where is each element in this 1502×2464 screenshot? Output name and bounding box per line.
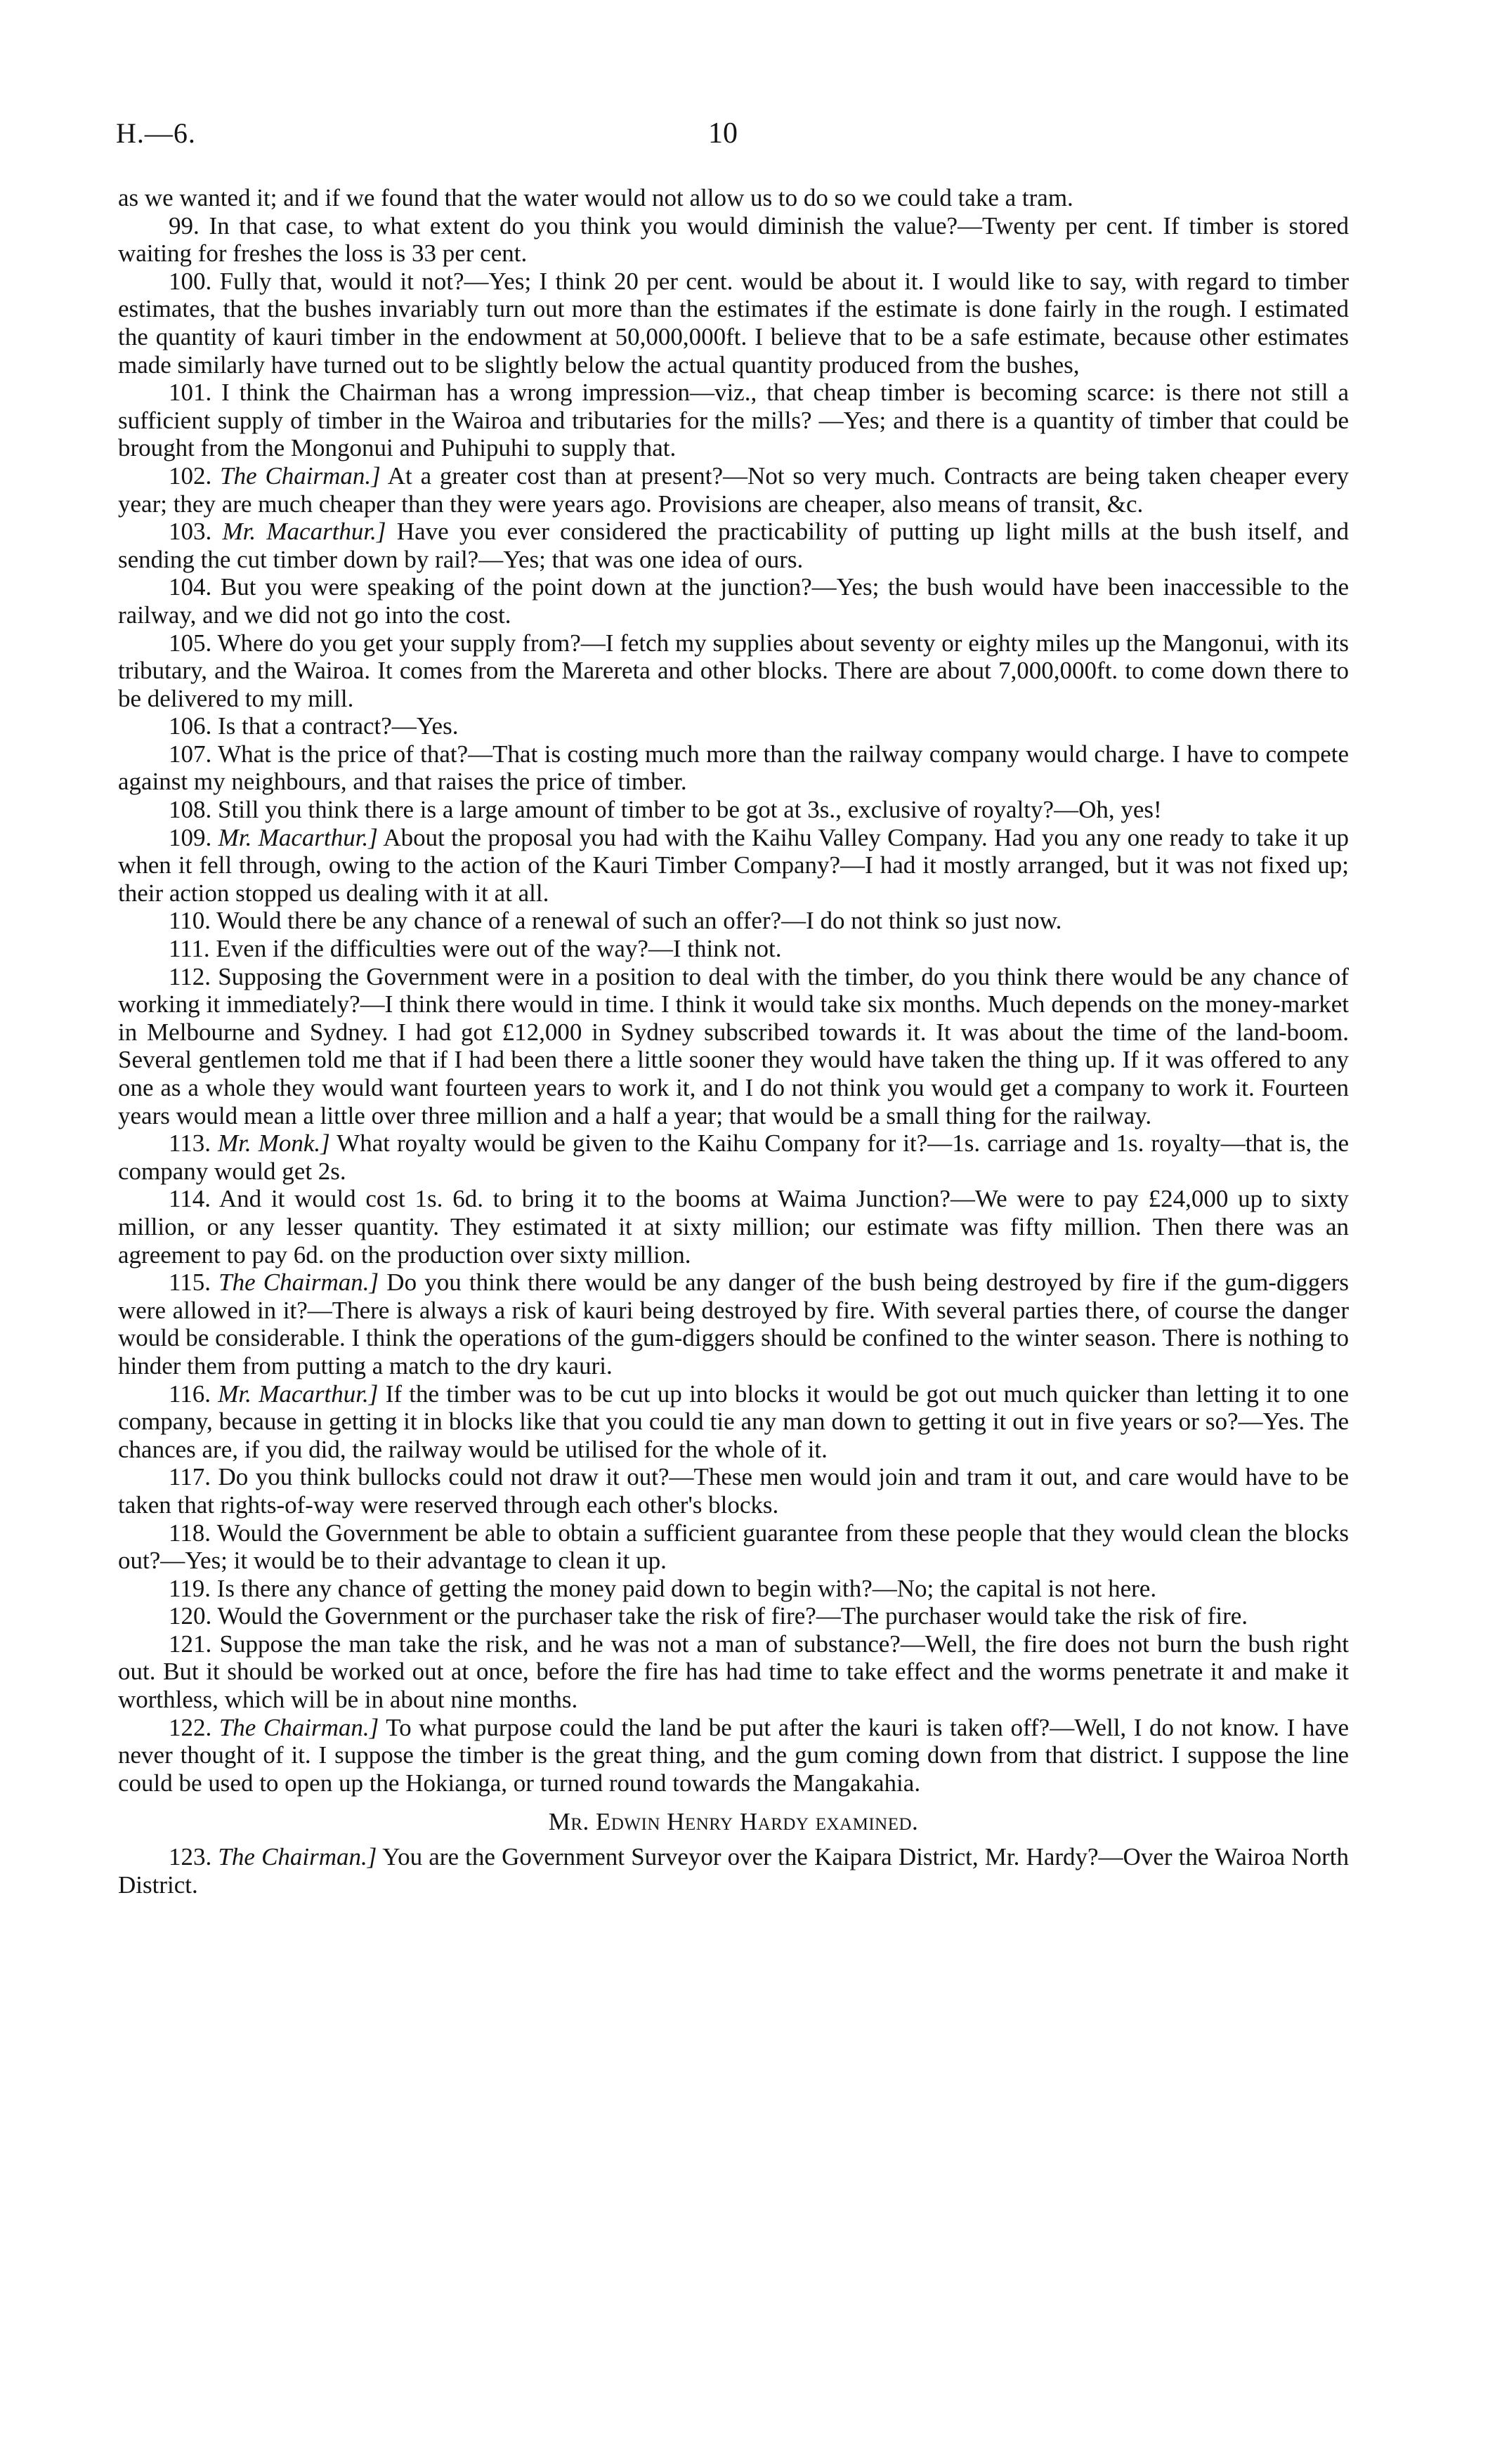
running-head: [116, 117, 1349, 159]
question-number: 109.: [169, 823, 218, 851]
paragraph-text: Is there any chance of getting the money paid down to begin with?—No; the capital is not here.: [216, 1574, 1157, 1602]
paragraph-text: In that case, to what extent do you think you would diminish the value?—Twenty per cent. If timber is stored waiting for freshes the loss is 33 per cent.: [118, 211, 1349, 268]
body-text: [118, 184, 1349, 1899]
question-number: 106.: [169, 712, 218, 740]
speaker-name: Mr. Macarthur.]: [218, 1380, 379, 1408]
question-100: [118, 268, 1349, 379]
question-123: [118, 1843, 1349, 1899]
question-number: 116.: [169, 1380, 218, 1408]
paragraph-text: Would the Government or the purchaser take the risk of fire?—The purchaser would take the risk of fire.: [217, 1602, 1248, 1630]
question-number: 104.: [169, 573, 221, 601]
question-105: [118, 629, 1349, 713]
paragraph-text: Supposing the Government were in a position to deal with the timber, do you think there would be any chance of working it immediately?—I think there would in time. I think it would take six months. Much depends on the money-market in Melbourne and Sydney. I had got £12,000 in Sydney subscribed towards it. It was about the time of the land-boom. Several gentlemen told me that if I had been there a little sooner they would have taken the thing up. If it was offered to any one as a whole they would want fourteen years to work it, and I do not think you would get a company to work it. Fourteen years would mean a little over three million and a half a year; that would be a small thing for the railway.: [118, 962, 1350, 1129]
question-number: 122.: [169, 1713, 219, 1741]
question-number: 100.: [169, 267, 220, 295]
question-number: 113.: [169, 1129, 218, 1158]
paragraph-text: But you were speaking of the point down at the junction?—Yes; the bush would have been inaccessible to the railway, and we did not go into the cost.: [118, 573, 1349, 629]
paragraph-text: Is that a contract?—Yes.: [218, 712, 459, 740]
paragraph-text: About the proposal you had with the Kaihu Valley Company. Had you any one ready to take it up when it fell through, owing to the action of the Kauri Timber Company?—I had it mostly arranged, but it was not fixed up; their action stopped us dealing with it at all.: [118, 823, 1349, 907]
question-number: 115.: [169, 1269, 219, 1297]
question-number: 99.: [169, 211, 209, 240]
question-114: [118, 1185, 1349, 1269]
paragraph-continued: [118, 184, 1349, 212]
question-number: 117.: [169, 1463, 218, 1491]
paragraph-text: Still you think there is a large amount of timber to be got at 3s., exclusive of royalty?—Oh, yes!: [218, 796, 1162, 824]
paragraph-text: You are the Government Surveyor over the Kaipara District, Mr. Hardy?—Over the Wairoa North District.: [118, 1843, 1349, 1899]
paragraph-text: Suppose the man take the risk, and he was not a man of substance?—Well, the fire does not burn the bush right out. But it should be worked out at once, before the fire has had time to take effect and the worms penetrate it and make it worthless, which will be in about nine months.: [118, 1630, 1350, 1714]
paragraph-text: as we wanted it; and if we found that the water would not allow us to do so we could take a tram.: [118, 184, 1073, 211]
question-119: [118, 1575, 1349, 1603]
paragraph-text: Where do you get your supply from?—I fetch my supplies about seventy or eighty miles up the Mangonui, with its tributary, and the Wairoa. It comes from the Marereta and other blocks. There are about 7,000,000ft. to come down there to be delivered to my mill.: [118, 629, 1349, 712]
paragraph-text: To what purpose could the land be put after the kauri is taken off?—Well, I do not know. I have never thought of it. I suppose the timber is the great thing, and the gum coming down from that district. I suppose the line could be used to open up the Hokianga, or turned round towards the Mangakahia.: [118, 1713, 1350, 1797]
question-117: [118, 1463, 1349, 1519]
question-number: 111.: [169, 935, 216, 963]
speaker-name: Mr. Monk.]: [218, 1129, 330, 1158]
speaker-name: Mr. Macarthur.]: [222, 518, 386, 546]
paragraph-text: Even if the difficulties were out of the way?—I think not.: [216, 935, 782, 963]
question-number: 118.: [169, 1519, 217, 1547]
question-number: 112.: [169, 962, 218, 990]
question-109: [118, 824, 1349, 907]
speaker-name: The Chairman.]: [220, 461, 381, 490]
question-112: [118, 963, 1349, 1130]
question-99: [118, 212, 1349, 268]
question-number: 108.: [169, 796, 218, 824]
question-number: 120.: [169, 1602, 218, 1630]
speaker-name: Mr. Macarthur.]: [218, 823, 378, 851]
page-number: 10: [708, 117, 738, 150]
question-number: 114.: [169, 1185, 219, 1213]
question-101: [118, 379, 1349, 462]
question-number: 119.: [169, 1574, 217, 1602]
speaker-name: The Chairman.]: [218, 1269, 379, 1297]
question-120: [118, 1602, 1349, 1630]
speaker-name: The Chairman.]: [218, 1713, 379, 1741]
question-110: [118, 907, 1349, 935]
paragraph-text: Do you think bullocks could not draw it out?—These men would join and tram it out, and care would have to be taken that rights-of-way were reserved through each other's blocks.: [118, 1463, 1350, 1519]
question-103: [118, 518, 1349, 573]
paragraph-text: I think the Chairman has a wrong impression—viz., that cheap timber is becoming scarce: is there not still a sufficient supply of timber in the Wairoa and tributaries for the mills? —Yes; and there is a quantity of timber that could be brought from the Mongonui and Puhipuhi to supply that.: [118, 379, 1349, 462]
question-104: [118, 573, 1349, 629]
question-107: [118, 740, 1349, 796]
question-122: [118, 1714, 1349, 1797]
question-111: [118, 935, 1349, 963]
paragraph-text: Fully that, would it not?—Yes; I think 20 per cent. would be about it. I would like to say, with regard to timber estimates, that the bushes invariably turn out more than the estimates if the estimate is done fairly in the rough. I estimated the quantity of kauri timber in the endowment at 50,000,000ft. I believe that to be a safe estimate, because other estimates made similarly have turned out to be slightly below the actual quantity produced from the bushes,: [118, 267, 1349, 379]
question-number: 121.: [169, 1630, 220, 1658]
question-number: 102.: [169, 461, 221, 490]
question-108: [118, 796, 1349, 824]
paragraph-text: Would the Government be able to obtain a sufficient guarantee from these people that they would clean the blocks out?—Yes; it would be to their advantage to clean it up.: [118, 1519, 1349, 1575]
paragraph-text: At a greater cost than at present?—Not so very much. Contracts are being taken cheaper every year; they are much cheaper than they were years ago. Provisions are cheaper, also means of transit, &c.: [118, 461, 1350, 518]
question-115: [118, 1269, 1349, 1380]
question-number: 103.: [169, 518, 223, 546]
paragraph-text: And it would cost 1s. 6d. to bring it to the booms at Waima Junction?—We were to pay £24,000 up to sixty million, or any lesser quantity. They estimated it at sixty million; our estimate was fifty million. Then there was an agreement to pay 6d. on the production over sixty million.: [118, 1185, 1349, 1269]
document-code: H.—6.: [116, 117, 196, 149]
question-116: [118, 1380, 1349, 1464]
paragraph-text: Would there be any chance of a renewal of such an offer?—I do not think so just now.: [216, 907, 1062, 935]
question-102: [118, 462, 1349, 518]
question-number: 110.: [169, 907, 217, 935]
question-121: [118, 1630, 1349, 1714]
question-number: 107.: [169, 740, 218, 768]
question-106: [118, 712, 1349, 740]
paragraph-text: Have you ever considered the practicability of putting up light mills at the bush itself, and sending the cut timber down by rail?—Yes; that was one idea of ours.: [118, 518, 1349, 573]
paragraph-text: What is the price of that?—That is costing much more than the railway company would charge. I have to compete against my neighbours, and that raises the price of timber.: [118, 740, 1349, 796]
paragraph-text: Do you think there would be any danger of the bush being destroyed by fire if the gum-diggers were allowed in it?—There is always a risk of kauri being destroyed by fire. With several parties there, of course the danger would be considerable. I think the operations of the gum-diggers should be confined to the winter season. There is nothing to hinder them from putting a match to the dry kauri.: [118, 1269, 1350, 1380]
question-number: 123.: [169, 1843, 218, 1871]
speaker-name: The Chairman.]: [218, 1843, 377, 1871]
question-118: [118, 1519, 1349, 1575]
paragraph-text: If the timber was to be cut up into blocks it would be got out much quicker than letting it to one company, because in getting it in blocks like that you could tie any man down to getting it out in five years or so?—Yes. The chances are, if you did, the railway would be utilised for the whole of it.: [118, 1380, 1349, 1463]
question-113: [118, 1129, 1349, 1185]
witness-heading: Mr. Edwin Henry Hardy examined.: [548, 1808, 919, 1836]
question-number: 105.: [169, 629, 218, 657]
question-number: 101.: [169, 379, 222, 407]
paragraph-text: What royalty would be given to the Kaihu Company for it?—1s. carriage and 1s. royalty—that is, the company would get 2s.: [118, 1129, 1349, 1185]
